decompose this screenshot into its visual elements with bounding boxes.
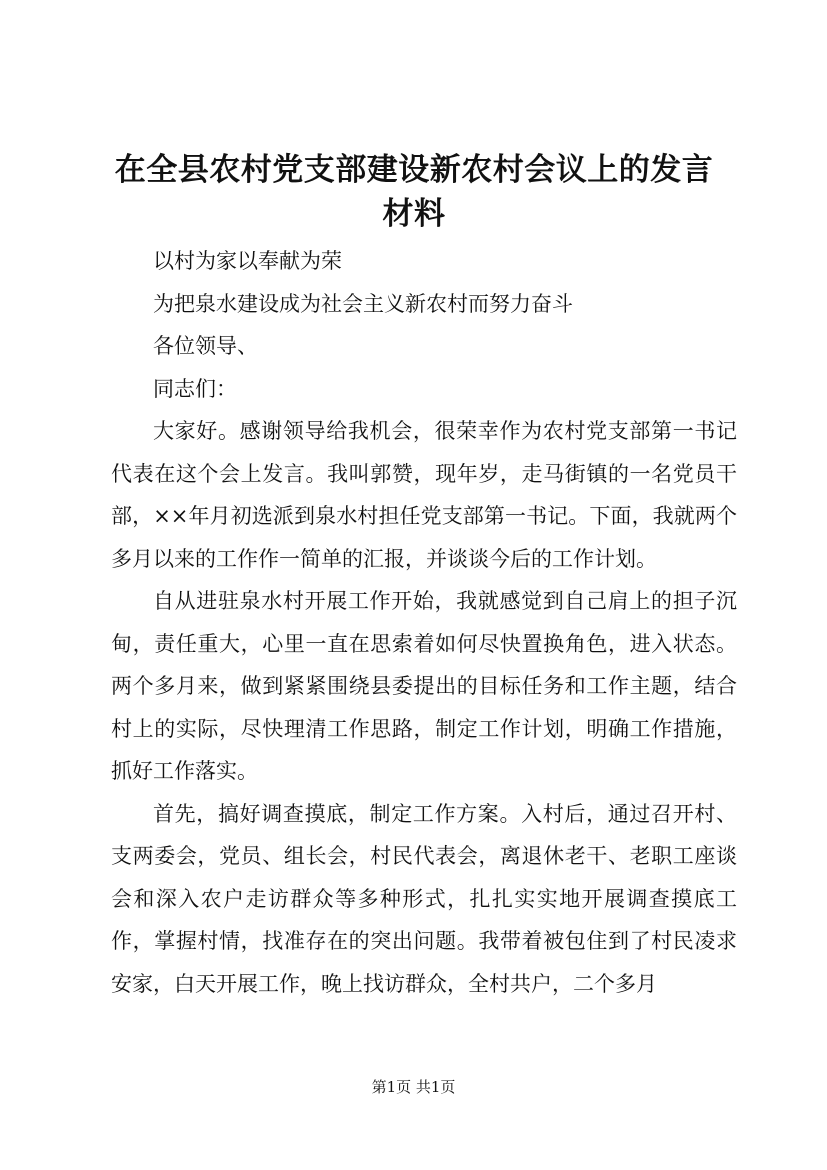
paragraph: 以村为家以奉献为荣 bbox=[153, 249, 342, 273]
paragraph: 为把泉水建设成为社会主义新农村而努力奋斗 bbox=[153, 291, 573, 316]
document-body bbox=[111, 240, 737, 1005]
document-title: 在全县农村党支部建设新农村会议上的发言材料 bbox=[114, 152, 714, 232]
paragraph: 同志们： bbox=[153, 376, 237, 401]
paragraph: 各位领导、 bbox=[153, 334, 258, 358]
paragraph: 自从进驻泉水村开展工作开始，我就感觉到自己肩上的担子沉甸，责任重大，心里一直在思索着如何尽快置换角色，进入状态。两个多月来，做到紧紧围绕县委提出的目标任务和工作主题，结合村上的实际，尽快理清工作思路，制定工作计划，明确工作措施，抓好工作落实。 bbox=[111, 589, 737, 783]
page-footer: 第1页 共1页 bbox=[371, 1078, 456, 1096]
paragraph: 大家好。感谢领导给我机会，很荣幸作为农村党支部第一书记代表在这个会上发言。我叫郭赞，现年岁，走马街镇的一名党员干部，××年月初选派到泉水村担任党支部第一书记。下面，我就两个多月以来的工作作一简单的汇报，并谈谈今后的工作计划。 bbox=[111, 419, 737, 571]
paragraph: 首先，搞好调查摸底，制定工作方案。入村后，通过召开村、支两委会，党员、组长会，村民代表会，离退休老干、老职工座谈会和深入农户走访群众等多种形式，扎扎实实地开展调查摸底工作，掌握村情，找准存在的突出问题。我带着被包住到了村民凌求安家，白天开展工作，晚上找访群众，全村共户，二个多月 bbox=[111, 801, 737, 996]
